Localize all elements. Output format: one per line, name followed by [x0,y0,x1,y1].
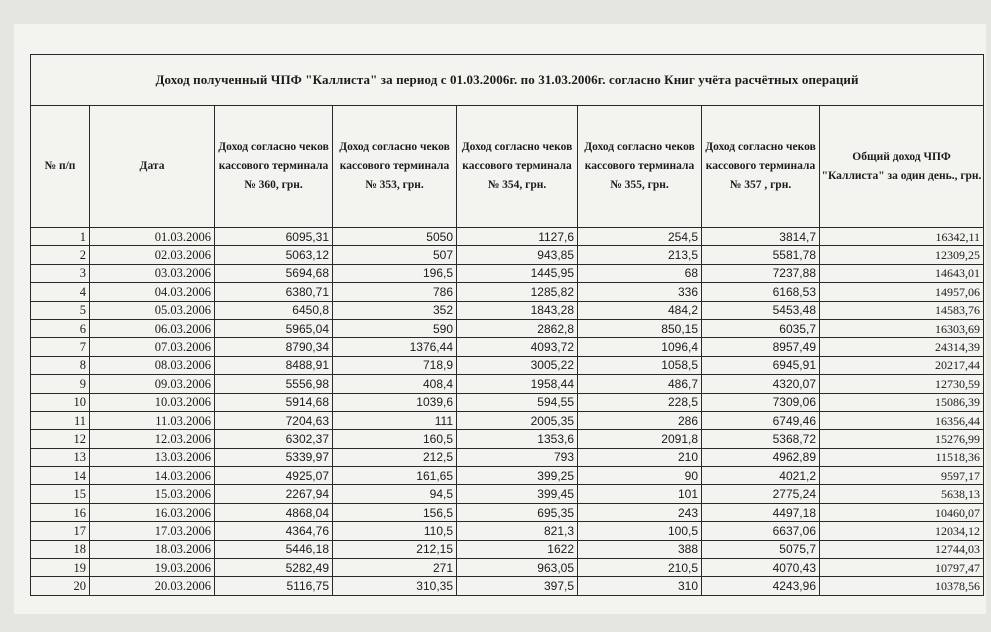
cell-terminal-353: 1376,44 [333,338,457,356]
cell-terminal-354: 3005,22 [457,356,578,374]
cell-index: 10 [31,393,90,411]
cell-terminal-353: 1039,6 [333,393,457,411]
cell-terminal-353: 160,5 [333,430,457,448]
cell-index: 7 [31,338,90,356]
cell-terminal-355: 286 [578,411,702,429]
cell-terminal-357: 6749,46 [702,411,820,429]
cell-date: 11.03.2006 [90,411,215,429]
cell-index: 14 [31,467,90,485]
cell-terminal-355: 310 [578,577,702,595]
cell-date: 06.03.2006 [90,319,215,337]
header-terminal-357: Доход согласно чеков кассового терминала № 357 , грн. [702,106,820,228]
cell-terminal-357: 6945,91 [702,356,820,374]
cell-date: 12.03.2006 [90,430,215,448]
cell-terminal-357: 2775,24 [702,485,820,503]
table-body [31,228,984,596]
cell-date: 17.03.2006 [90,522,215,540]
cell-terminal-353: 156,5 [333,503,457,521]
cell-total: 12034,12 [820,522,984,540]
cell-index: 11 [31,411,90,429]
table-row [31,338,984,356]
table-row [31,301,984,319]
cell-index: 9 [31,375,90,393]
cell-terminal-355: 90 [578,467,702,485]
cell-terminal-357: 7309,06 [702,393,820,411]
cell-terminal-354: 1843,28 [457,301,578,319]
cell-terminal-355: 254,5 [578,228,702,246]
cell-terminal-357: 4320,07 [702,375,820,393]
cell-index: 4 [31,283,90,301]
cell-terminal-353: 408,4 [333,375,457,393]
table-row [31,228,984,246]
cell-terminal-360: 5063,12 [215,246,333,264]
cell-terminal-357: 4243,96 [702,577,820,595]
cell-total: 9597,17 [820,467,984,485]
cell-terminal-355: 1058,5 [578,356,702,374]
cell-terminal-357: 4497,18 [702,503,820,521]
cell-terminal-354: 2862,8 [457,319,578,337]
cell-terminal-353: 271 [333,559,457,577]
cell-total: 15086,39 [820,393,984,411]
cell-terminal-357: 6168,53 [702,283,820,301]
cell-terminal-360: 5914,68 [215,393,333,411]
cell-terminal-357: 4070,43 [702,559,820,577]
cell-total: 16303,69 [820,319,984,337]
cell-terminal-353: 111 [333,411,457,429]
cell-index: 1 [31,228,90,246]
cell-total: 20217,44 [820,356,984,374]
cell-total: 10378,56 [820,577,984,595]
cell-total: 15276,99 [820,430,984,448]
table-row [31,246,984,264]
cell-index: 18 [31,540,90,558]
cell-terminal-354: 695,35 [457,503,578,521]
cell-terminal-360: 6450,8 [215,301,333,319]
cell-terminal-360: 7204,63 [215,411,333,429]
cell-terminal-353: 161,65 [333,467,457,485]
table-row [31,503,984,521]
cell-terminal-357: 5453,48 [702,301,820,319]
header-row [31,106,984,228]
cell-terminal-353: 507 [333,246,457,264]
cell-total: 10797,47 [820,559,984,577]
table-row [31,559,984,577]
cell-index: 20 [31,577,90,595]
cell-total: 12744,03 [820,540,984,558]
cell-date: 09.03.2006 [90,375,215,393]
cell-date: 16.03.2006 [90,503,215,521]
cell-terminal-354: 821,3 [457,522,578,540]
cell-terminal-354: 1285,82 [457,283,578,301]
cell-terminal-357: 6035,7 [702,319,820,337]
cell-terminal-360: 6095,31 [215,228,333,246]
cell-terminal-354: 399,45 [457,485,578,503]
table-row [31,319,984,337]
cell-terminal-353: 590 [333,319,457,337]
cell-terminal-354: 397,5 [457,577,578,595]
cell-terminal-353: 110,5 [333,522,457,540]
cell-terminal-357: 5581,78 [702,246,820,264]
cell-date: 19.03.2006 [90,559,215,577]
table-row [31,356,984,374]
table-row [31,577,984,595]
cell-terminal-354: 943,85 [457,246,578,264]
cell-terminal-357: 8957,49 [702,338,820,356]
cell-terminal-354: 399,25 [457,467,578,485]
cell-index: 17 [31,522,90,540]
cell-terminal-353: 196,5 [333,264,457,282]
cell-date: 01.03.2006 [90,228,215,246]
cell-index: 3 [31,264,90,282]
cell-total: 14957,06 [820,283,984,301]
cell-terminal-354: 793 [457,448,578,466]
header-terminal-354: Доход согласно чеков кассового терминала № 354, грн. [457,106,578,228]
table-row [31,540,984,558]
cell-terminal-355: 213,5 [578,246,702,264]
cell-total: 12309,25 [820,246,984,264]
cell-terminal-355: 1096,4 [578,338,702,356]
cell-terminal-357: 5075,7 [702,540,820,558]
cell-total: 24314,39 [820,338,984,356]
cell-index: 12 [31,430,90,448]
cell-terminal-354: 1445,95 [457,264,578,282]
cell-terminal-354: 1127,6 [457,228,578,246]
cell-date: 05.03.2006 [90,301,215,319]
cell-total: 10460,07 [820,503,984,521]
cell-terminal-355: 101 [578,485,702,503]
table-row [31,485,984,503]
cell-terminal-357: 7237,88 [702,264,820,282]
cell-date: 07.03.2006 [90,338,215,356]
cell-terminal-354: 1622 [457,540,578,558]
cell-index: 6 [31,319,90,337]
cell-index: 13 [31,448,90,466]
header-terminal-360: Доход согласно чеков кассового терминала № 360, грн. [215,106,333,228]
cell-terminal-355: 210,5 [578,559,702,577]
cell-terminal-354: 594,55 [457,393,578,411]
header-terminal-353: Доход согласно чеков кассового терминала № 353, грн. [333,106,457,228]
cell-terminal-353: 212,5 [333,448,457,466]
cell-terminal-355: 68 [578,264,702,282]
header-terminal-355: Доход согласно чеков кассового терминала № 355, грн. [578,106,702,228]
cell-terminal-355: 850,15 [578,319,702,337]
table-row [31,448,984,466]
cell-terminal-360: 4868,04 [215,503,333,521]
table-row [31,430,984,448]
cell-date: 03.03.2006 [90,264,215,282]
cell-terminal-357: 6637,06 [702,522,820,540]
cell-terminal-353: 5050 [333,228,457,246]
cell-terminal-360: 8790,34 [215,338,333,356]
cell-terminal-360: 4364,76 [215,522,333,540]
cell-terminal-360: 5339,97 [215,448,333,466]
table-title: Доход полученный ЧПФ "Каллиста" за период с 01.03.2006г. по 31.03.2006г. согласно Книг учёта расчётных операций [31,55,984,106]
table-row [31,375,984,393]
cell-terminal-353: 718,9 [333,356,457,374]
cell-terminal-360: 5694,68 [215,264,333,282]
cell-total: 11518,36 [820,448,984,466]
cell-date: 04.03.2006 [90,283,215,301]
cell-terminal-354: 4093,72 [457,338,578,356]
cell-index: 5 [31,301,90,319]
cell-terminal-357: 4962,89 [702,448,820,466]
document-sheet [14,24,986,614]
cell-terminal-353: 352 [333,301,457,319]
cell-total: 14583,76 [820,301,984,319]
cell-index: 15 [31,485,90,503]
cell-terminal-353: 94,5 [333,485,457,503]
cell-terminal-360: 5116,75 [215,577,333,595]
cell-terminal-355: 486,7 [578,375,702,393]
cell-total: 14643,01 [820,264,984,282]
cell-terminal-357: 3814,7 [702,228,820,246]
cell-date: 18.03.2006 [90,540,215,558]
header-total: Общий доход ЧПФ "Каллиста" за один день., грн. [820,106,984,228]
header-date: Дата [90,106,215,228]
cell-index: 8 [31,356,90,374]
cell-index: 19 [31,559,90,577]
table-row [31,283,984,301]
cell-terminal-360: 5556,98 [215,375,333,393]
cell-terminal-360: 4925,07 [215,467,333,485]
cell-terminal-357: 4021,2 [702,467,820,485]
cell-terminal-360: 6380,71 [215,283,333,301]
cell-total: 5638,13 [820,485,984,503]
table-row [31,393,984,411]
cell-terminal-354: 963,05 [457,559,578,577]
cell-total: 12730,59 [820,375,984,393]
cell-terminal-360: 6302,37 [215,430,333,448]
cell-terminal-355: 100,5 [578,522,702,540]
cell-terminal-355: 228,5 [578,393,702,411]
cell-terminal-354: 1958,44 [457,375,578,393]
cell-date: 10.03.2006 [90,393,215,411]
cell-date: 20.03.2006 [90,577,215,595]
cell-terminal-360: 5446,18 [215,540,333,558]
cell-terminal-360: 2267,94 [215,485,333,503]
cell-terminal-355: 336 [578,283,702,301]
cell-terminal-360: 8488,91 [215,356,333,374]
cell-index: 16 [31,503,90,521]
cell-terminal-355: 243 [578,503,702,521]
table-row [31,264,984,282]
cell-date: 14.03.2006 [90,467,215,485]
cell-terminal-360: 5965,04 [215,319,333,337]
cell-date: 13.03.2006 [90,448,215,466]
income-table [30,54,984,596]
cell-terminal-355: 210 [578,448,702,466]
cell-total: 16342,11 [820,228,984,246]
cell-terminal-357: 5368,72 [702,430,820,448]
header-index: № п/п [31,106,90,228]
cell-terminal-355: 388 [578,540,702,558]
cell-date: 08.03.2006 [90,356,215,374]
table-row [31,522,984,540]
cell-terminal-355: 2091,8 [578,430,702,448]
table-row [31,467,984,485]
cell-terminal-353: 212,15 [333,540,457,558]
table-row [31,411,984,429]
cell-terminal-355: 484,2 [578,301,702,319]
cell-terminal-360: 5282,49 [215,559,333,577]
cell-terminal-353: 786 [333,283,457,301]
cell-index: 2 [31,246,90,264]
cell-terminal-354: 2005,35 [457,411,578,429]
cell-terminal-353: 310,35 [333,577,457,595]
cell-total: 16356,44 [820,411,984,429]
cell-date: 02.03.2006 [90,246,215,264]
cell-terminal-354: 1353,6 [457,430,578,448]
cell-date: 15.03.2006 [90,485,215,503]
